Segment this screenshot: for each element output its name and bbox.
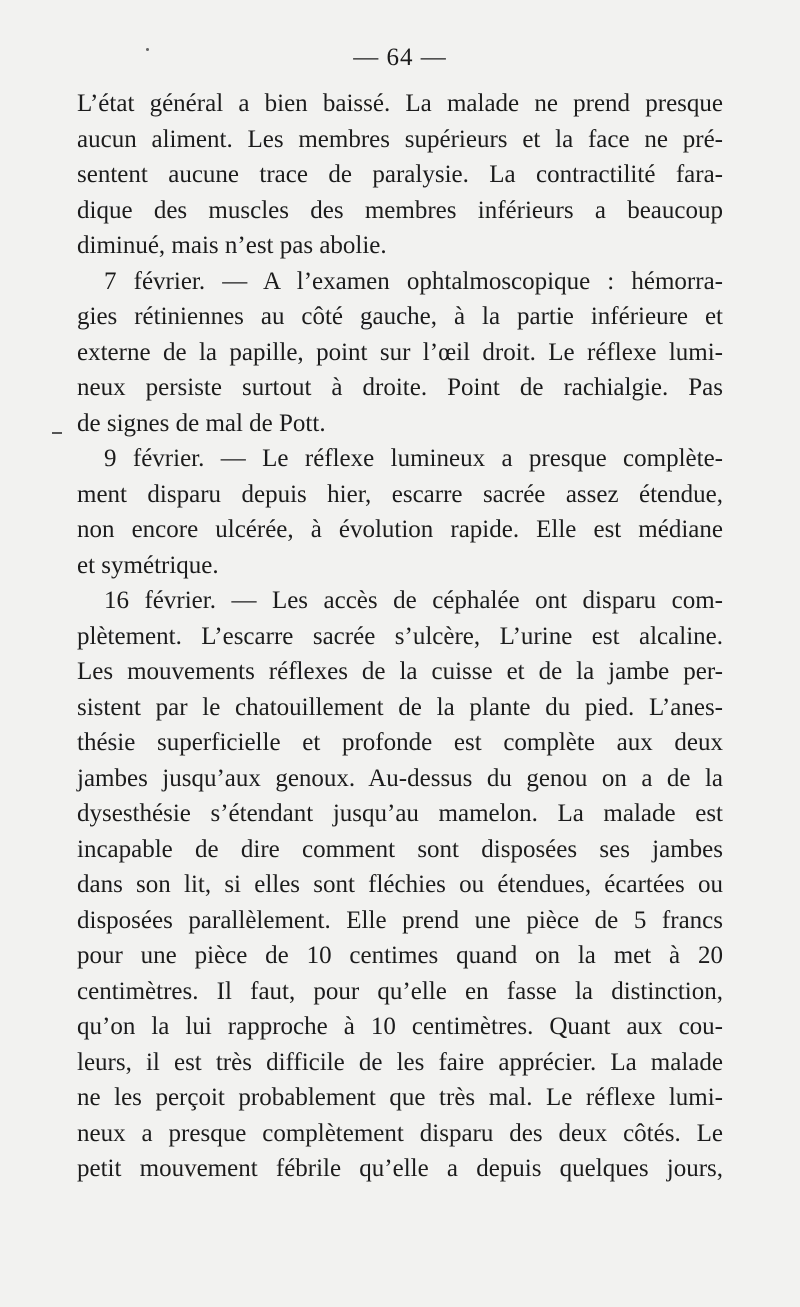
text-line: centimètres. Il faut, pour qu’elle en fasse la distinction, [77,977,723,1005]
page-number: — 64 — [353,44,447,71]
text-line: disposées parallèlement. Elle prend une pièce de 5 francs [77,906,723,934]
text-line: dysesthésie s’étendant jusqu’au mamelon. La malade est [77,800,723,827]
text-line: qu’on la lui rapproche à 10 centimètres. Quant aux cou- [77,1013,723,1040]
text-line: leurs, il est très difficile de les faire apprécier. La malade [77,1048,723,1076]
text-line: thésie superficielle et profonde est complète aux deux [77,729,723,756]
text-line: plètement. L’escarre sacrée s’ulcère, L’urine est alcaline. [77,622,723,650]
text-line: 7 février. — A l’examen ophtalmoscopique : hémorra- [104,267,723,295]
text-line: 9 février. — Le réflexe lumineux a presque complète- [104,445,723,472]
text-line: pour une pièce de 10 centimes quand on la met à 20 [77,942,723,969]
text-line: Les mouvements réflexes de la cuisse et de la jambe per- [77,658,723,685]
text-line: L’état général a bien baissé. La malade ne prend presque [77,90,723,117]
text-line: sentent aucune trace de paralysie. La contractilité fara- [77,161,723,188]
text-line: de signes de mal de Pott. [77,409,326,437]
text-line: sistent par le chatouillement de la plante du pied. L’anes- [77,693,723,721]
text-line: jambes jusqu’aux genoux. Au-dessus du genou on a de la [77,764,723,792]
text-line: aucun aliment. Les membres supérieurs et la face ne pré- [77,125,723,153]
text-line: 16 février. — Les accès de céphalée ont disparu com- [104,587,723,614]
margin-mark [52,432,62,434]
text-line: dans son lit, si elles sont fléchies ou étendues, écartées ou [77,871,723,898]
text-line: et symétrique. [77,551,219,579]
text-line: ment disparu depuis hier, escarre sacrée assez étendue, [77,480,723,508]
text-line: externe de la papille, point sur l’œil droit. Le réflexe lumi- [77,338,723,366]
body-text [77,86,723,1187]
text-line: neux a presque complètement disparu des deux côtés. Le [77,1119,723,1147]
text-line: diminué, mais n’est pas abolie. [77,232,387,259]
text-line: gies rétiniennes au côté gauche, à la partie inférieure et [77,303,723,330]
text-line: dique des muscles des membres inférieurs a beaucoup [77,196,723,224]
text-line: ne les perçoit probablement que très mal. Le réflexe lumi- [77,1084,723,1111]
text-line: petit mouvement fébrile qu’elle a depuis quelques jours, [77,1155,723,1182]
text-line: non encore ulcérée, à évolution rapide. Elle est médiane [77,516,723,543]
text-line: neux persiste surtout à droite. Point de rachialgie. Pas [77,374,723,401]
text-line: incapable de dire comment sont disposées ses jambes [77,835,723,863]
